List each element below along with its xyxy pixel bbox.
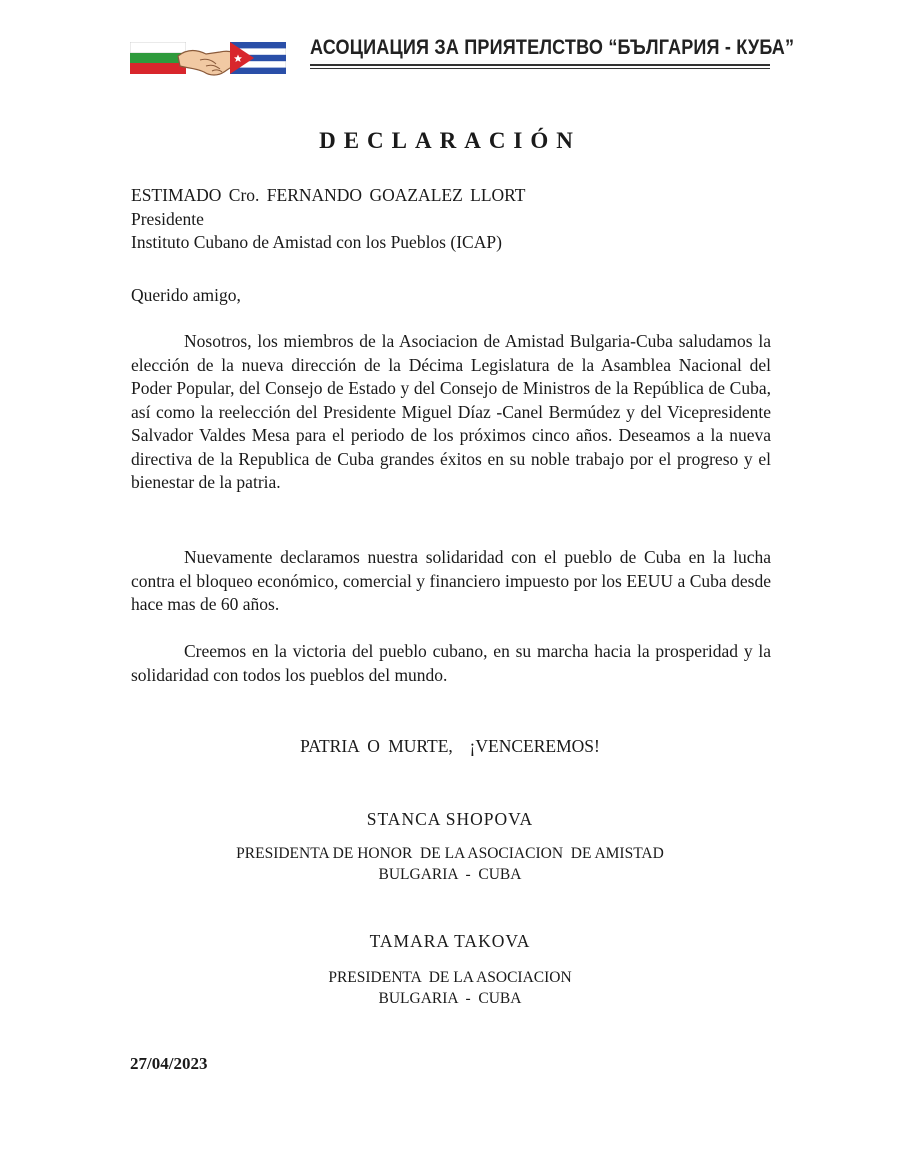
signatory-role-line: PRESIDENTA DE LA ASOCIACION	[328, 969, 572, 986]
addressee-line: Presidente	[131, 208, 204, 229]
letterhead-rule	[310, 64, 770, 66]
greeting: Querido amigo,	[131, 285, 241, 305]
signatory-name: TAMARA TAKOVA	[369, 931, 531, 951]
signatory-role-line: BULGARIA - CUBA	[378, 866, 522, 883]
paragraph: Nosotros, los miembros de la Asociacion de Amistad Bulgaria-Cuba saludamos la elección de la nueva dirección de la Décima Legislatura de la Asamblea Nacional del Poder Popular, del Consejo de Estado y del Consejo de Ministros de la República de Cuba, así como la reelección del Presidente Miguel Díaz -Canel Bermúdez y del Vicepresidente Salvador Valdes Mesa para el periodo de los próximos cinco años. Deseamos a la nueva directiva de la Republica de Cuba grandes éxitos en su noble trabajo por el progreso y el bienestar de la patria.	[131, 331, 771, 492]
cuba-flag-icon	[230, 42, 286, 74]
organization-name: АСОЦИАЦИЯ ЗА ПРИЯТЕЛСТВО “БЪЛГАРИЯ - КУБА”	[310, 36, 795, 59]
signatory-role	[0, 843, 900, 885]
signatory-role-line: BULGARIA - CUBA	[378, 990, 522, 1007]
letterhead	[130, 36, 795, 80]
signatory-name: STANCA SHOPOVA	[366, 809, 534, 829]
motto: PATRIA O MURTE, ¡VENCEREMOS!	[300, 736, 600, 756]
signatory-role-line: PRESIDENTA DE HONOR DE LA ASOCIACION DE AMISTAD	[236, 845, 664, 862]
paragraph: Nuevamente declaramos nuestra solidaridad con el pueblo de Cuba en la lucha contra el bloqueo económico, comercial y financiero impuesto por los EEUU a Cuba desde hace mas de 60 años.	[131, 547, 771, 614]
addressee-block	[131, 184, 771, 255]
addressee-line: ESTIMADO Cro. FERNANDO GOAZALEZ LLORT	[131, 185, 526, 205]
document-date: 27/04/2023	[130, 1054, 208, 1073]
paragraph: Creemos en la victoria del pueblo cubano, en su marcha hacia la prosperidad y la solidaridad con todos los pueblos del mundo.	[131, 641, 771, 685]
signatory-role	[0, 967, 900, 1009]
addressee-line: Instituto Cubano de Amistad con los Pueblos (ICAP)	[131, 232, 502, 252]
letterhead-rule-thin	[310, 68, 770, 69]
document-title: DECLARACIÓN	[319, 128, 581, 153]
